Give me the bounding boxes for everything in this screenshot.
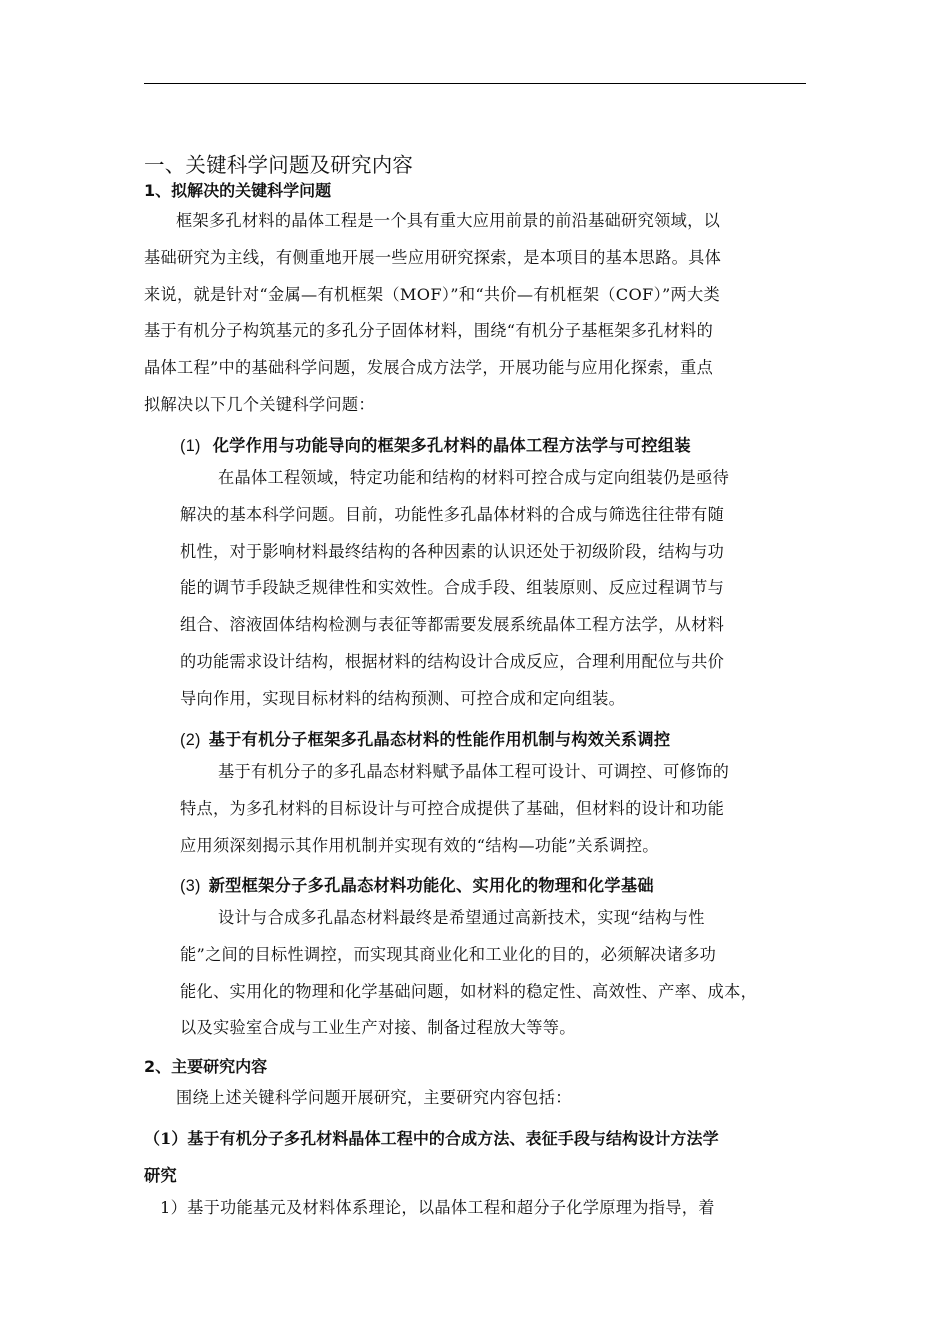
problem-1-body bbox=[180, 460, 820, 718]
research-item-1-title: （1）基于有机分子多孔材料晶体工程中的合成方法、表征手段与结构设计方法学 bbox=[144, 1129, 719, 1148]
problem-2-heading bbox=[180, 726, 820, 750]
problem-3-title: 新型框架分子多孔晶态材料功能化、实用化的物理和化学基础 bbox=[208, 876, 654, 895]
intro-line-3: 来说，就是针对“金属—有机框架（MOF）”和“共价—有机框架（COF）”两大类 bbox=[144, 284, 721, 304]
problem-1-number: (1) bbox=[180, 437, 201, 455]
problem-1-line-2: 解决的基本科学问题。目前，功能性多孔晶体材料的合成与筛选往往带有随 bbox=[180, 504, 725, 524]
problem-3-number: (3) bbox=[180, 877, 201, 895]
problem-2-line-1: 基于有机分子的多孔晶态材料赋予晶体工程可设计、可调控、可修饰的 bbox=[218, 762, 730, 781]
problem-1-line-5: 组合、溶液固体结构检测与表征等都需要发展系统晶体工程方法学，从材料 bbox=[180, 615, 725, 635]
problem-1-line-1: 在晶体工程领域，特定功能和结构的材料可控合成与定向组装仍是亟待 bbox=[218, 468, 730, 487]
problem-1-line-6: 的功能需求设计结构，根据材料的结构设计合成反应，合理利用配位与共价 bbox=[180, 651, 725, 671]
intro-line-4: 基于有机分子构筑基元的多孔分子固体材料，围绕“有机分子基框架多孔材料的 bbox=[144, 321, 714, 341]
problem-3-heading bbox=[180, 872, 820, 896]
problem-2-title: 基于有机分子框架多孔晶态材料的性能作用机制与构效关系调控 bbox=[208, 730, 671, 749]
research-item-1-title-cont: 研究 bbox=[144, 1166, 177, 1185]
intro-line-5: 晶体工程”中的基础科学问题，发展合成方法学，开展功能与应用化探索，重点 bbox=[144, 358, 714, 378]
research-intro-line: 围绕上述关键科学问题开展研究，主要研究内容包括： bbox=[176, 1088, 572, 1107]
problem-3-line-2: 能”之间的目标性调控，而实现其商业化和工业化的目的，必须解决诸多功 bbox=[180, 944, 717, 964]
intro-line-6: 拟解决以下几个关键科学问题： bbox=[144, 394, 375, 414]
intro-line-1: 框架多孔材料的晶体工程是一个具有重大应用前景的前沿基础研究领域，以 bbox=[176, 211, 721, 230]
research-item-1-sub-1-line: 1）基于功能基元及材料体系理论，以晶体工程和超分子化学原理为指导，着 bbox=[160, 1198, 715, 1217]
problem-2-body bbox=[180, 754, 820, 864]
subsection-title-research-content: 2、主要研究内容 bbox=[144, 1057, 268, 1076]
header-rule bbox=[144, 83, 806, 84]
problem-1-line-7: 导向作用，实现目标材料的结构预测、可控合成和定向组装。 bbox=[180, 688, 626, 708]
problem-1-line-4: 能的调节手段缺乏规律性和实效性。合成手段、组装原则、反应过程调节与 bbox=[180, 578, 725, 598]
problem-1-title: 化学作用与功能导向的框架多孔材料的晶体工程方法学与可控组装 bbox=[212, 436, 691, 455]
problem-2-number: (2) bbox=[180, 731, 201, 749]
problem-3-line-4: 以及实验室合成与工业生产对接、制备过程放大等等。 bbox=[180, 1018, 576, 1038]
problem-3-line-1: 设计与合成多孔晶态材料最终是希望通过高新技术，实现“结构与性 bbox=[218, 908, 705, 927]
section-title: 一、关键科学问题及研究内容 bbox=[144, 153, 414, 177]
problem-3-line-3: 能化、实用化的物理和化学基础问题，如材料的稳定性、高效性、产率、成本， bbox=[180, 981, 758, 1001]
research-item-1-sub-1 bbox=[160, 1190, 820, 1227]
problem-1-line-3: 机性，对于影响材料最终结构的各种因素的认识还处于初级阶段，结构与功 bbox=[180, 541, 725, 561]
subsection-title-key-problems: 1、拟解决的关键科学问题 bbox=[144, 181, 332, 200]
problem-3-body bbox=[180, 900, 820, 1047]
problem-2-line-3: 应用须深刻揭示其作用机制并实现有效的“结构—功能”关系调控。 bbox=[180, 835, 659, 855]
intro-line-2: 基础研究为主线，有侧重地开展一些应用研究探索，是本项目的基本思路。具体 bbox=[144, 247, 722, 267]
intro-paragraph bbox=[144, 203, 806, 424]
problem-2-line-2: 特点，为多孔材料的目标设计与可控合成提供了基础，但材料的设计和功能 bbox=[180, 798, 725, 818]
research-intro bbox=[144, 1080, 806, 1117]
problem-1-heading bbox=[180, 432, 820, 456]
